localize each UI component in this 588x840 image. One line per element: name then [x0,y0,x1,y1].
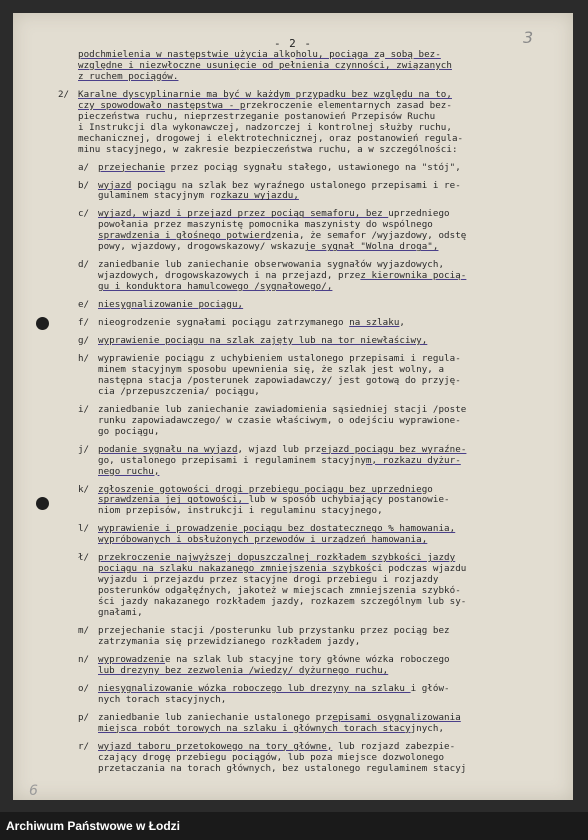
list-item [78,655,566,677]
text-line: pieczeństwa ruchu, nieprzestrzeganie postanowień Przepisów Ruchu [78,110,436,122]
text-line: przetaczania na torach głównych, bez ustalonego regulaminem stacyj [98,762,467,774]
pencil-mark-bottom: 6 [29,783,38,799]
list-item [78,626,566,648]
text-line: podchmielenia w następstwie użycia alkoholu, pociąga za sobą bez- [78,49,441,60]
text-line: go pociągu, [98,425,160,437]
text-line: nego ruchu, [98,465,160,477]
list-item [78,713,566,735]
page-number: - 2 - [273,37,313,50]
list-item [78,300,566,311]
text-line: powołania przez maszynistę pomocnika maszynisty do wspólnego [98,219,433,231]
text-line: zatrzymania się przewidzianego rozkładem jazdy, [98,635,361,647]
item-label: i/ [78,403,90,415]
text-line: go, ustalonego przepisami i regulaminem stacyjnym, rozkazu dyżur- [98,454,461,466]
archive-footer [0,812,588,840]
item-label: f/ [78,317,90,329]
list-item [78,524,566,546]
text-line: wyprawienie pociągu na szlak zajęty lub na tor niewłaściwy, [98,335,428,347]
list-item [78,209,566,253]
text-line: wyprawienie i prowadzenie pociągu bez dostatecznego % hamowania, [98,523,456,535]
text-line: pociągu na szlaku nakazanego zmniejszenia szybkości podczas wjazdu [98,563,467,575]
text-line: następna stacja /posterunek zapowiadawczy/ jest gotową do przyję- [98,374,461,386]
text-line: zaniedbanie lub zaniechanie ustalonego przepisami osygnalizowania [98,711,461,723]
item-label: b/ [78,179,90,191]
text-line: posterunków odgałęźnych, jakoteż w miejscach zmniejszenia szybkó- [98,585,461,597]
text-line: Karalne dyscyplinarnie ma być w każdym przypadku bez względu na to, [78,88,452,100]
text-line: miejsca robót torowych na szlaku i głównych torach stacyjnych, [98,722,445,734]
text-line: przejechanie przez pociąg sygnału stałego, ustawionego na "stój", [98,161,461,173]
text-line: mechanicznej, drogowej i elektrotechnicznej, oraz postanowień regula- [78,132,464,144]
text-line: wyprowadzenie na szlak lub stacyjne tory główne wózka roboczego [98,653,450,665]
item-label: j/ [78,443,90,455]
text-line: wypróbowanych i obsłużonych przewodów i urządzeń hamowania, [98,534,428,546]
text-line: wjazdowych, drogowskazowych i na przejazd, przez kierownika pocią- [98,270,467,282]
text-line: przekroczenie najwyższej dopuszczalnej rozkładem szybkości jazdy [98,552,456,564]
text-line: wyjazd taboru przetokowego na tory główne, lub rozjazd zabezpie- [98,740,456,752]
text-line: minem stacyjnym sposobu upewnienia się, że szlak jest wolny, a [98,363,445,375]
item-label: e/ [78,299,90,311]
text-line: gu i konduktora hamulcowego /sygnałowego/, [98,281,333,293]
list-item [78,684,566,706]
text-line: wyjazd, wjazd i przejazd przez pociąg semaforu, bez uprzedniego [98,208,450,220]
text-line: gulaminem stacyjnym rozkazu wyjazdu, [98,190,299,202]
item-label: h/ [78,352,90,364]
list-item [78,318,566,329]
text-line: z ruchem pociągów. [78,70,179,82]
text-line: niom przepisów, instrukcji i regulaminu stacyjnego, [98,505,383,517]
text-line: sprawdzenia i głośnego potwierdzenia, że semafor /wyjazdowy, odstę [98,230,467,242]
list-item [78,336,566,347]
text-line: gnałami, [98,607,143,619]
text-line: ści jazdy nakazanego rozkładem jazdy, rozkazem szczególnym lub sy- [98,596,467,608]
section-paragraph [58,90,566,156]
item-label: g/ [78,335,90,347]
text-line: runku zapowiadawczego/ w czasie właściwym, o odejściu wyprawione- [98,414,461,426]
item-label: ł/ [78,552,90,564]
item-label: p/ [78,711,90,723]
list-item [78,163,566,174]
text-line: nieogrodzenie sygnałami pociągu zatrzymanego na szlaku, [98,317,405,329]
text-line: względne i niezwłoczne usunięcie od pełnienia czynności, związanych [78,59,452,71]
list-item [78,181,566,203]
text-line: czy spowodowało następstwa - przekroczenie elementarnych zasad bez- [78,99,452,111]
item-label: m/ [78,624,90,636]
list-item [78,742,566,775]
list-item [78,354,566,398]
item-label: n/ [78,653,90,665]
text-line: wyjazdu i przejazdu przez stacyjne drogi przebiegu i rozjazdy [98,574,439,586]
item-label: d/ [78,259,90,271]
list-item [78,260,566,293]
section-label: 2/ [58,88,70,100]
text-line: niesygnalizowanie pociągu, [98,299,244,311]
punch-hole-bottom [36,497,49,510]
text-line: sprawdzenia jej gotowości, lub w sposób uchybiający postanowie- [98,494,450,506]
text-line: minu stacyjnego, w zakresie bezpieczeństwa ruchu, a w szczególności: [78,143,458,155]
item-label: l/ [78,523,90,535]
document-body [58,49,566,781]
pencil-mark-top: 3 [523,28,534,47]
item-label: c/ [78,208,90,220]
text-line: i Instrukcji dla wykonawczej, nadzorczej i kontrolnej służby ruchu, [78,121,452,133]
text-line: powy, wjazdowy, drogowskazowy/ wskazuje sygnał "Wolna droga", [98,241,439,253]
punch-hole-top [36,317,49,330]
text-line: lub drezyny bez zezwolenia /wiedzy/ dyżurnego ruchu, [98,664,389,676]
text-line: wyjazd pociągu na szlak bez wyraźnego ustalonego przepisami i re- [98,179,461,191]
text-line: zgłoszenie gotowości drogi przebiegu pociągu bez uprzedniego [98,483,433,495]
text-line: podanie sygnału na wyjazd, wjazd lub przejazd pociągu bez wyraźne- [98,443,467,455]
item-label: k/ [78,483,90,495]
item-label: r/ [78,740,90,752]
list-item [78,405,566,438]
list-item [78,553,566,619]
text-line: czający drogę przebiegu pociągów, lub poza miejsce dozwolonego [98,751,445,763]
text-line: zaniedbanie lub zaniechanie obserwowania sygnałów wyjazdowych, [98,259,445,271]
item-label: o/ [78,682,90,694]
text-line: przejechanie stacji /posterunku lub przystanku przez pociąg bez [98,624,450,636]
list-item [78,485,566,518]
text-line: cia /przepuszczenia/ pociągu, [98,385,260,397]
text-line: nych torach stacyjnych, [98,693,227,705]
archive-label: Archiwum Państwowe w Łodzi [6,819,181,833]
text-line: wyprawienie pociągu z uchybieniem ustalonego przepisami i regula- [98,352,461,364]
text-line: niesygnalizowanie wózka roboczego lub drezyny na szlaku i głów- [98,682,450,694]
item-label: a/ [78,161,90,173]
text-line: zaniedbanie lub zaniechanie zawiadomienia sąsiedniej stacji /poste [98,403,467,415]
list-item [78,445,566,478]
intro-paragraph [78,50,566,83]
